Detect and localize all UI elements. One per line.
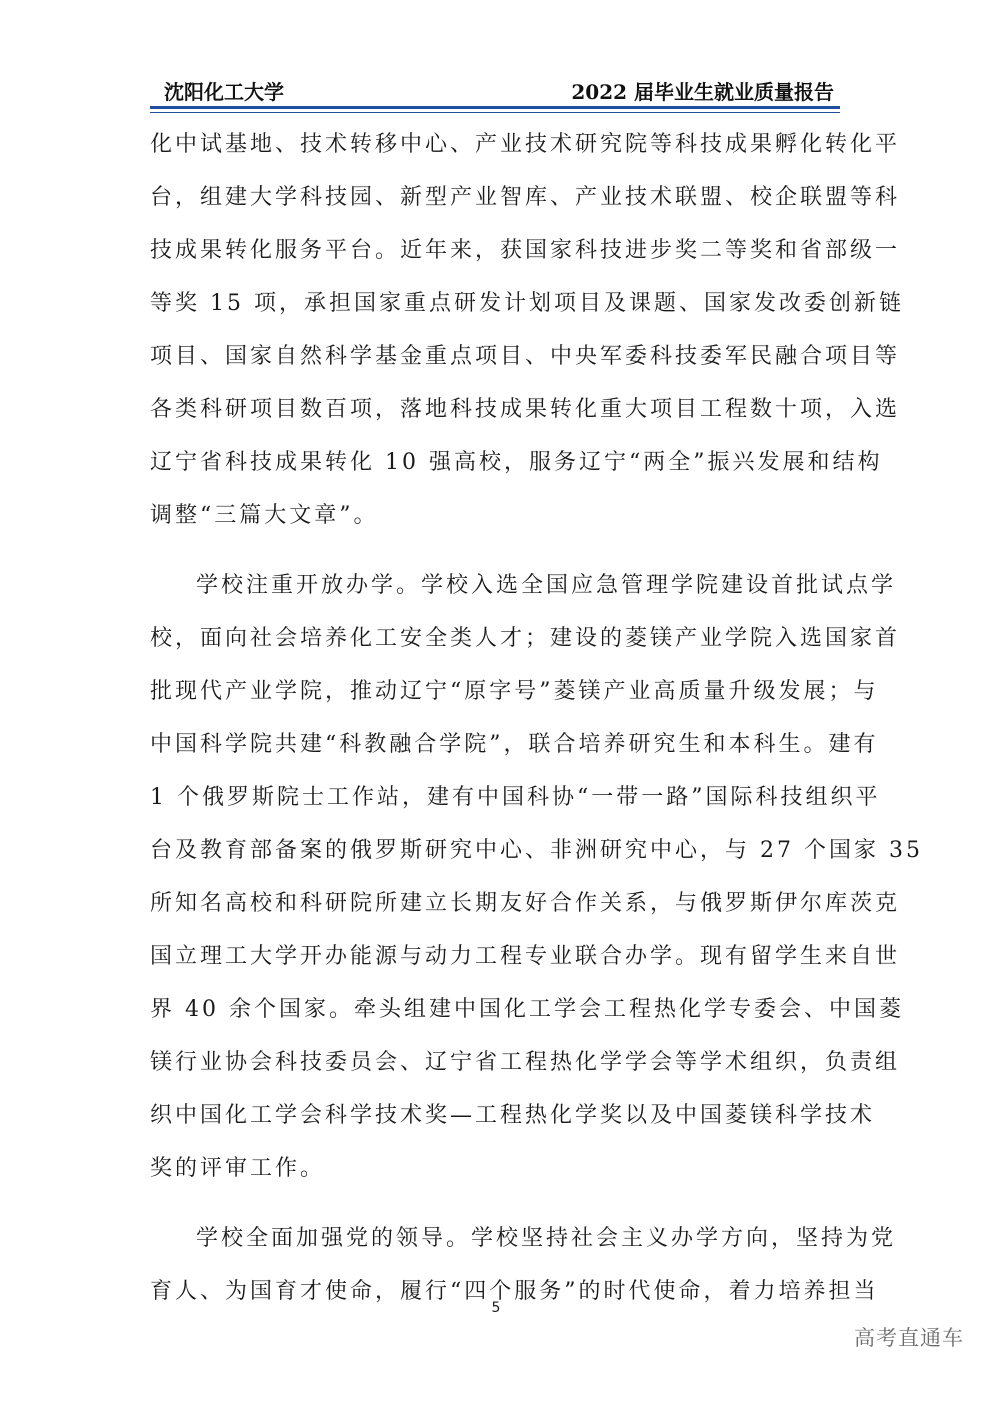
- text-line: 育人、为国育才使命，履行“四个服务”的时代使命，着力培养担当: [150, 1279, 879, 1304]
- header-rule-thin: [150, 112, 840, 113]
- text-line: 技成果转化服务平台。近年来，获国家科技进步奖二等奖和省部级一: [150, 238, 901, 263]
- text-line: 台，组建大学科技园、新型产业智库、产业技术联盟、校企联盟等科: [150, 185, 901, 210]
- text-line: 镁行业协会科技委员会、辽宁省工程热化学学会等学术组织，负责组: [150, 1050, 901, 1075]
- text-line: 所知名高校和科研院所建立长期友好合作关系，与俄罗斯伊尔库茨克: [150, 891, 901, 916]
- text-line: 奖的评审工作。: [150, 1156, 326, 1181]
- body-text: [150, 118, 923, 1318]
- header-university-name: 沈阳化工大学: [164, 80, 284, 104]
- watermark: 高考直通车: [854, 1326, 964, 1350]
- text-line: 国立理工大学开办能源与动力工程专业联合办学。现有留学生来自世: [150, 944, 901, 969]
- text-line: 各类科研项目数百项，落地科技成果转化重大项目工程数十项，入选: [150, 397, 901, 422]
- text-line: 学校全面加强党的领导。学校坚持社会主义办学方向，坚持为党: [196, 1226, 897, 1251]
- text-line: 界 40 余个国家。牵头组建中国化工学会工程热化学专委会、中国菱: [150, 997, 904, 1022]
- paragraph: [150, 118, 904, 542]
- page-number: 5: [491, 1300, 501, 1316]
- text-line: 项目、国家自然科学基金重点项目、中央军委科技委军民融合项目等: [150, 344, 901, 369]
- text-line: 学校注重开放办学。学校入选全国应急管理学院建设首批试点学: [196, 573, 897, 598]
- page-header: [150, 70, 840, 106]
- text-line: 批现代产业学院，推动辽宁“原字号”菱镁产业高质量升级发展；与: [150, 679, 879, 704]
- paragraph-gap: [150, 1195, 840, 1212]
- text-line: 校，面向社会培养化工安全类人才；建设的菱镁产业学院入选国家首: [150, 626, 901, 651]
- text-line: 辽宁省科技成果转化 10 强高校，服务辽宁“两全”振兴发展和结构: [150, 450, 883, 475]
- text-line: 等奖 15 项，承担国家重点研发计划项目及课题、国家发改委创新链: [150, 291, 904, 316]
- paragraph: [150, 559, 923, 1195]
- paragraph-gap: [150, 542, 840, 559]
- text-line: 调整“三篇大文章”。: [150, 503, 379, 528]
- text-line: 中国科学院共建“科教融合学院”，联合培养研究生和本科生。建有: [150, 732, 879, 757]
- text-line: 台及教育部备案的俄罗斯研究中心、非洲研究中心，与 27 个国家 35: [150, 838, 923, 863]
- header-rule-thick: [150, 106, 840, 109]
- header-report-title: 2022 届毕业生就业质量报告: [571, 80, 834, 104]
- text-line: 化中试基地、技术转移中心、产业技术研究院等科技成果孵化转化平: [150, 132, 901, 157]
- text-line: 1 个俄罗斯院士工作站，建有中国科协“一带一路”国际科技组织平: [150, 785, 881, 810]
- text-line: 织中国化工学会科学技术奖—工程热化学奖以及中国菱镁科学技术: [150, 1103, 876, 1128]
